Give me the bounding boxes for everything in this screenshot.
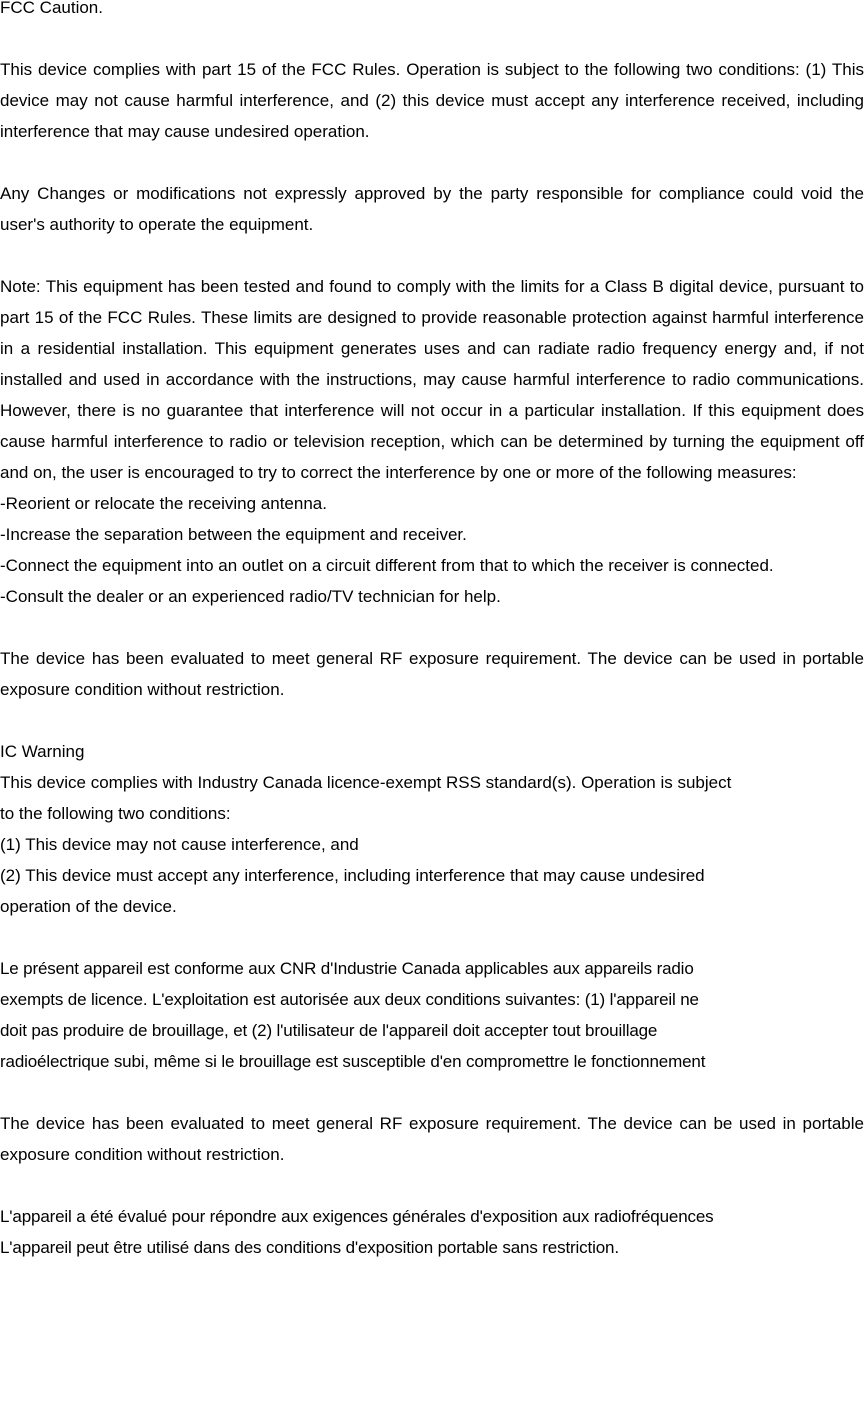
ic-rf-exposure-paragraph xyxy=(0,1108,864,1170)
ic-line: This device complies with Industry Canada licence-exempt RSS standard(s). Operation is subject xyxy=(0,773,732,792)
ic-french-line: exempts de licence. L'exploitation est autorisée aux deux conditions suivantes: (1) l'appareil ne xyxy=(0,990,699,1009)
ic-line: to the following two conditions: xyxy=(0,804,231,823)
fcc-heading-block xyxy=(0,0,864,23)
fcc-measure-item: -Reorient or relocate the receiving antenna. xyxy=(0,494,327,513)
ic-warning-paragraph xyxy=(0,736,864,922)
fcc-changes-paragraph xyxy=(0,178,864,240)
fcc-compliance-text: This device complies with part 15 of the FCC Rules. Operation is subject to the following two conditions: (1) This device may not cause harmful interference, and (2) this device must accept any interference received, including interference that may cause undesired operation. xyxy=(0,60,864,141)
ic-rf-exposure-text: The device has been evaluated to meet general RF exposure requirement. The device can be used in portable exposure condition without restriction. xyxy=(0,1114,864,1164)
ic-french-line: Le présent appareil est conforme aux CNR d'Industrie Canada applicables aux appareils radio xyxy=(0,959,694,978)
fcc-changes-text: Any Changes or modifications not expressly approved by the party responsible for compliance could void the user's authority to operate the equipment. xyxy=(0,184,864,234)
ic-heading: IC Warning xyxy=(0,742,85,761)
ic-line: operation of the device. xyxy=(0,897,177,916)
fcc-heading: FCC Caution. xyxy=(0,0,103,17)
ic-french-line: radioélectrique subi, même si le brouillage est susceptible d'en compromettre le fonctionnement xyxy=(0,1052,706,1071)
fcc-measure-item: -Connect the equipment into an outlet on a circuit different from that to which the receiver is connected. xyxy=(0,556,774,575)
fcc-note-text: Note: This equipment has been tested and found to comply with the limits for a Class B digital device, pursuant to part 15 of the FCC Rules. These limits are designed to provide reasonable protection against harmful interference in a residential installation. This equipment generates uses and can radiate radio frequency energy and, if not installed and used in accordance with the instructions, may cause harmful interference to radio communications. However, there is no guarantee that interference will not occur in a particular installation. If this equipment does cause harmful interference to radio or television reception, which can be determined by turning the equipment off and on, the user is encouraged to try to correct the interference by one or more of the following measures: xyxy=(0,277,864,482)
fcc-measure-item: -Increase the separation between the equipment and receiver. xyxy=(0,525,467,544)
fcc-rf-exposure-paragraph xyxy=(0,643,864,705)
ic-french-rf-line: L'appareil a été évalué pour répondre aux exigences générales d'exposition aux radiofréquences xyxy=(0,1207,714,1226)
fcc-measure-item: -Consult the dealer or an experienced radio/TV technician for help. xyxy=(0,587,501,606)
ic-french-rf-line: L'appareil peut être utilisé dans des conditions d'exposition portable sans restriction. xyxy=(0,1238,619,1257)
ic-french-line: doit pas produire de brouillage, et (2) l'utilisateur de l'appareil doit accepter tout brouillage xyxy=(0,1021,658,1040)
ic-french-rf-paragraph xyxy=(0,1201,864,1263)
fcc-note-paragraph xyxy=(0,271,864,612)
fcc-compliance-paragraph xyxy=(0,54,864,147)
ic-line: (1) This device may not cause interference, and xyxy=(0,835,359,854)
fcc-rf-exposure-text: The device has been evaluated to meet general RF exposure requirement. The device can be used in portable exposure condition without restriction. xyxy=(0,649,864,699)
ic-line: (2) This device must accept any interference, including interference that may cause undesired xyxy=(0,866,705,885)
ic-french-paragraph xyxy=(0,953,864,1077)
